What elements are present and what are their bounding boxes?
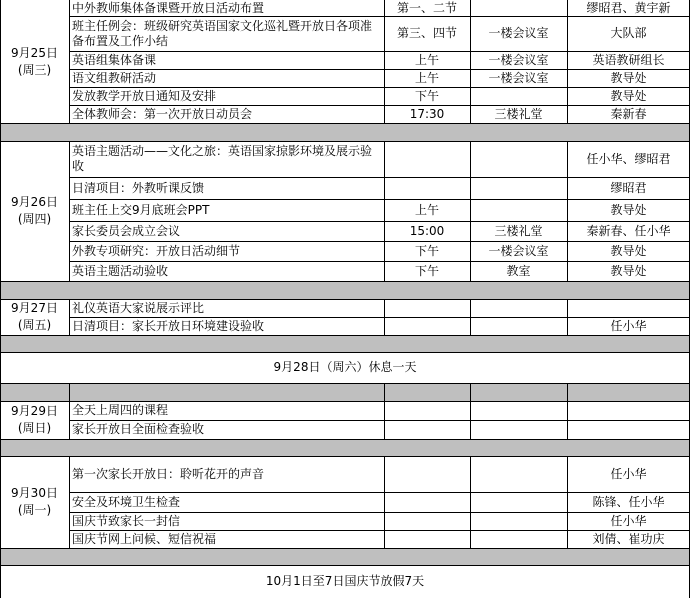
- grid-line: [470, 141, 471, 281]
- owner-cell: [567, 299, 690, 317]
- rest-day-note: 9月28日（周六）休息一天: [273, 360, 417, 374]
- time-cell: 15:00: [409, 223, 445, 238]
- grid-line: [0, 123, 690, 124]
- place-cell: [470, 530, 567, 548]
- grid-line: [0, 141, 690, 142]
- weekday-label: (周五): [17, 318, 52, 332]
- place-cell: 一楼会议室: [488, 52, 549, 67]
- grid-line: [69, 420, 690, 421]
- grid-line: [69, 177, 690, 178]
- date-cell: [0, 401, 69, 439]
- place-cell: 教室: [506, 263, 531, 278]
- time-cell: [384, 401, 470, 420]
- time-cell: [384, 420, 470, 439]
- grid-line: [384, 456, 385, 548]
- task-cell: 英语组集体备课: [72, 52, 157, 67]
- separator-band: [0, 439, 690, 456]
- time-cell: 下午: [414, 263, 439, 278]
- owner-cell: 秦新春: [610, 106, 647, 121]
- holiday-note: 10月1日至7日国庆节放假7天: [265, 574, 425, 588]
- task-cell: 班主任例会：班级研究英语国家文化巡礼暨开放日各项准备布置及工作小结: [72, 18, 373, 48]
- grid-line: [0, 352, 690, 353]
- grid-line: [0, 456, 690, 457]
- weekday-label: (周三): [17, 62, 52, 77]
- place-cell: [470, 456, 567, 492]
- task-cell: 语文组教研活动: [72, 70, 157, 85]
- grid-line: [69, 199, 690, 200]
- time-cell: [384, 299, 470, 317]
- task-cell: 中外教师集体备课暨开放日活动布置: [72, 0, 265, 15]
- date-cell: [0, 141, 69, 281]
- weekday-label: (周四): [17, 212, 52, 226]
- grid-line: [69, 383, 70, 401]
- grid-line: [69, 221, 690, 222]
- place-cell: [470, 401, 567, 420]
- time-cell: [384, 141, 470, 177]
- grid-line: [69, 69, 690, 70]
- task-cell: 全体教师会：第一次开放日动员会: [72, 106, 253, 121]
- date-cell: [0, 299, 69, 335]
- place-cell: 三楼礼堂: [494, 106, 543, 121]
- date-cell: [0, 456, 69, 548]
- grid-line: [0, 548, 690, 549]
- grid-line: [69, 261, 690, 262]
- grid-line: [470, 383, 471, 401]
- owner-cell: 任小华、缪昭君: [586, 151, 671, 166]
- task-cell: 发放教学开放日通知及安排: [72, 88, 217, 103]
- grid-line: [69, 512, 690, 513]
- owner-cell: [567, 401, 690, 420]
- task-cell: 日清项目：家长开放日环境建设验收: [72, 318, 265, 333]
- owner-cell: 任小华: [610, 513, 647, 528]
- grid-line: [0, 335, 690, 336]
- task-cell: 班主任上交9月底班会PPT: [72, 202, 210, 217]
- owner-cell: 缪昭君、黄宇新: [586, 0, 671, 15]
- grid-line: [69, 530, 690, 531]
- grid-line: [384, 141, 385, 281]
- grid-line: [0, 281, 690, 282]
- place-cell: [470, 141, 567, 177]
- date-label: 9月25日: [11, 45, 58, 60]
- place-cell: 三楼礼堂: [494, 223, 543, 238]
- grid-line: [0, 401, 690, 402]
- grid-line: [69, 105, 690, 106]
- owner-cell: 陈锋、任小华: [592, 494, 665, 509]
- date-label: 9月29日: [11, 404, 58, 418]
- place-cell: [470, 317, 567, 335]
- grid-line: [0, 565, 690, 566]
- task-cell: 英语主题活动验收: [72, 263, 169, 278]
- time-cell: [384, 177, 470, 199]
- place-cell: 一楼会议室: [488, 243, 549, 258]
- place-cell: [470, 512, 567, 530]
- owner-cell: 教导处: [610, 70, 647, 85]
- grid-line: [69, 87, 690, 88]
- grid-line: [567, 141, 568, 281]
- grid-line: [0, 383, 690, 384]
- owner-cell: 秦新春、任小华: [586, 223, 671, 238]
- grid-line: [0, 439, 690, 440]
- time-cell: 17:30: [409, 106, 445, 121]
- separator-band: [0, 383, 690, 401]
- owner-cell: 任小华: [610, 466, 647, 481]
- grid-line: [470, 456, 471, 548]
- time-cell: 下午: [414, 243, 439, 258]
- task-cell: 第一次家长开放日：聆听花开的声音: [72, 466, 265, 481]
- place-cell: [470, 87, 567, 105]
- place-cell: [470, 0, 567, 16]
- separator-band: [0, 548, 690, 565]
- owner-cell: 教导处: [610, 243, 647, 258]
- grid-line: [69, 317, 690, 318]
- owner-cell: 教导处: [610, 88, 647, 103]
- grid-line: [69, 492, 690, 493]
- place-cell: 一楼会议室: [488, 70, 549, 85]
- grid-line: [0, 0, 1, 598]
- time-cell: [384, 317, 470, 335]
- place-cell: [470, 420, 567, 439]
- weekday-label: (周一): [17, 503, 52, 517]
- date-cell: [0, 0, 69, 123]
- place-cell: [470, 177, 567, 199]
- grid-line: [69, 16, 690, 17]
- separator-band: [0, 281, 690, 299]
- time-cell: 上午: [414, 52, 439, 67]
- time-cell: [384, 492, 470, 512]
- owner-cell: [567, 420, 690, 439]
- weekday-label: (周日): [17, 421, 52, 435]
- owner-cell: 刘倩、崔功庆: [592, 531, 665, 546]
- date-label: 9月26日: [11, 195, 58, 209]
- task-cell: 英语主题活动——文化之旅：英语国家掠影环境及展示验收: [72, 144, 373, 173]
- task-cell: 安全及环境卫生检查: [72, 494, 181, 509]
- task-cell: 家长委员会成立会议: [72, 223, 181, 238]
- task-cell: 全天上周四的课程: [72, 403, 169, 417]
- task-cell: 家长开放日全面检查验收: [72, 422, 205, 436]
- owner-cell: 大队部: [610, 26, 647, 40]
- place-cell: [470, 199, 567, 221]
- place-cell: [470, 492, 567, 512]
- place-cell: 一楼会议室: [488, 26, 549, 40]
- owner-cell: 英语教研组长: [592, 52, 665, 67]
- time-cell: [384, 456, 470, 492]
- separator-band: [0, 335, 690, 352]
- grid-line: [69, 141, 70, 281]
- place-cell: [470, 299, 567, 317]
- date-label: 9月30日: [11, 486, 58, 500]
- task-cell: 礼仪英语大家说展示评比: [72, 300, 205, 315]
- owner-cell: 教导处: [610, 263, 647, 278]
- task-cell: 外教专项研究：开放日活动细节: [72, 243, 241, 258]
- time-cell: [384, 530, 470, 548]
- owner-cell: 任小华: [610, 318, 647, 333]
- owner-cell: 缪昭君: [610, 180, 647, 195]
- separator-band: [0, 123, 690, 141]
- time-cell: 上午: [414, 70, 439, 85]
- time-cell: 下午: [414, 88, 439, 103]
- task-cell: 日清项目：外教听课反馈: [72, 180, 205, 195]
- time-cell: 第一、二节: [396, 0, 457, 15]
- grid-line: [567, 383, 568, 401]
- grid-line: [69, 456, 70, 548]
- date-label: 9月27日: [11, 301, 58, 315]
- time-cell: 第三、四节: [396, 26, 457, 40]
- task-cell: 国庆节网上问候、短信祝福: [72, 531, 217, 546]
- grid-line: [567, 456, 568, 548]
- grid-line: [69, 51, 690, 52]
- grid-line: [384, 383, 385, 401]
- grid-line: [69, 241, 690, 242]
- owner-cell: 教导处: [610, 202, 647, 217]
- grid-line: [0, 299, 690, 300]
- time-cell: 上午: [414, 202, 439, 217]
- task-cell: 国庆节致家长一封信: [72, 513, 181, 528]
- time-cell: [384, 512, 470, 530]
